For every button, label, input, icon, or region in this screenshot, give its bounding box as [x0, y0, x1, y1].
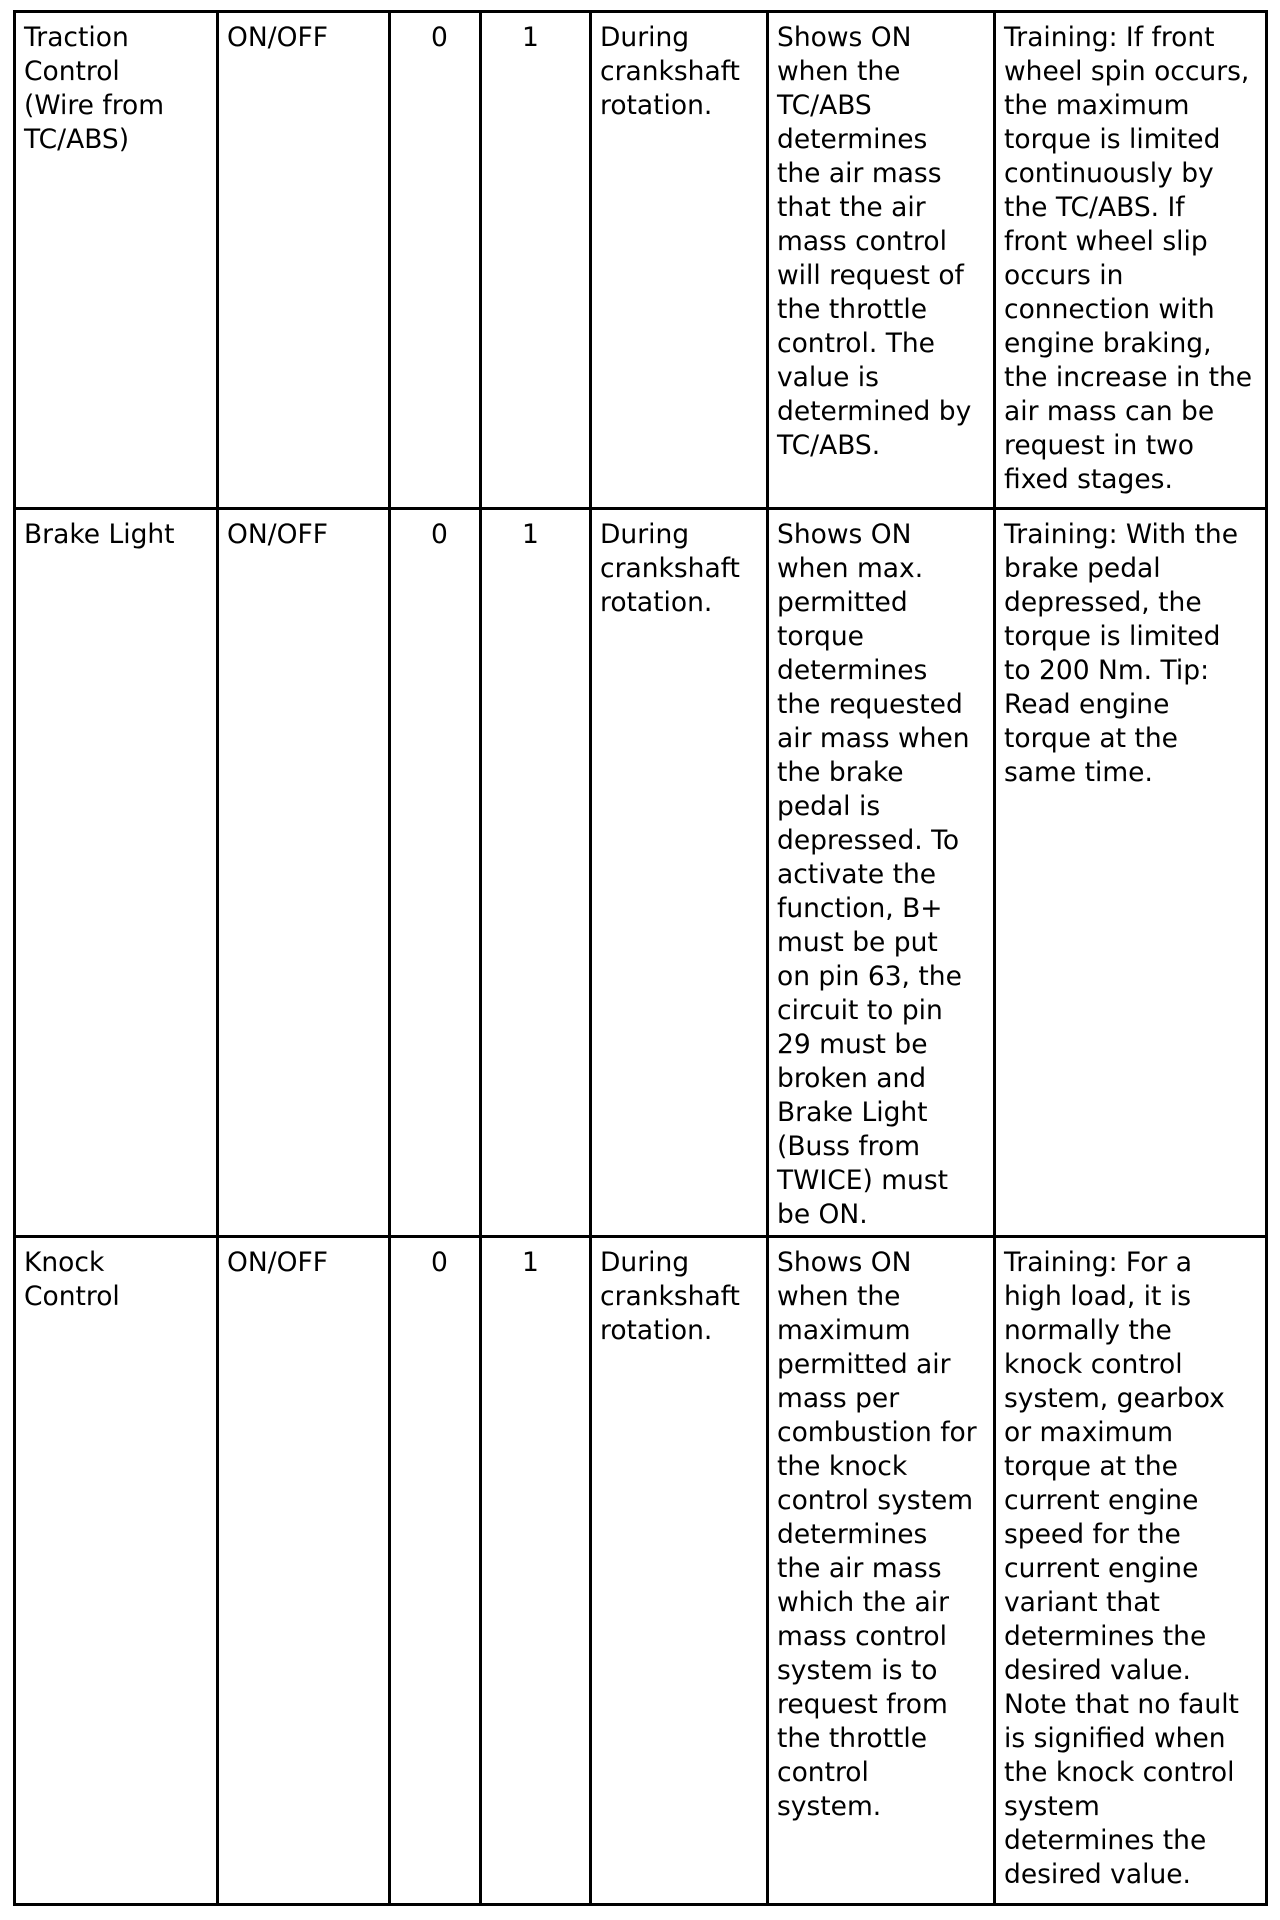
parameter-max: 1	[481, 509, 591, 1237]
parameter-description: Shows ON when the maximum permitted air mass per combustion for the knock control system determines the air mass which the air mass control system is to request from the throttle control system.	[768, 1237, 995, 1905]
parameter-type: ON/OFF	[218, 1237, 390, 1905]
table-row	[15, 1237, 1267, 1905]
parameter-name: Traction Control (Wire from TC/ABS)	[15, 12, 218, 509]
parameter-condition: During crankshaft rotation.	[591, 12, 768, 509]
parameter-description: Shows ON when the TC/ABS determines the air mass that the air mass control will request of the throttle control. The value is determined by TC/ABS.	[768, 12, 995, 509]
parameter-min: 0	[390, 1237, 481, 1905]
table-row	[15, 12, 1267, 509]
parameter-max: 1	[481, 12, 591, 509]
parameter-table	[13, 10, 1268, 1906]
parameter-description: Shows ON when max. permitted torque determines the requested air mass when the brake pedal is depressed. To activate the function, B+ must be put on pin 63, the circuit to pin 29 must be broken and Brake Light (Buss from TWICE) must be ON.	[768, 509, 995, 1237]
parameter-condition: During crankshaft rotation.	[591, 509, 768, 1237]
parameter-type: ON/OFF	[218, 509, 390, 1237]
table-row	[15, 509, 1267, 1237]
parameter-condition: During crankshaft rotation.	[591, 1237, 768, 1905]
parameter-max: 1	[481, 1237, 591, 1905]
parameter-training: Training: With the brake pedal depressed, the torque is limited to 200 Nm. Tip: Read engine torque at the same time.	[995, 509, 1267, 1237]
parameter-name: Brake Light	[15, 509, 218, 1237]
parameter-min: 0	[390, 509, 481, 1237]
parameter-name: Knock Control	[15, 1237, 218, 1905]
parameter-training: Training: If front wheel spin occurs, the maximum torque is limited continuously by the TC/ABS. If front wheel slip occurs in connection with engine braking, the increase in the air mass can be request in two fixed stages.	[995, 12, 1267, 509]
parameter-min: 0	[390, 12, 481, 509]
parameter-training: Training: For a high load, it is normally the knock control system, gearbox or maximum torque at the current engine speed for the current engine variant that determines the desired value. Note that no fault is signified when the knock control system determines the desired value.	[995, 1237, 1267, 1905]
parameter-type: ON/OFF	[218, 12, 390, 509]
